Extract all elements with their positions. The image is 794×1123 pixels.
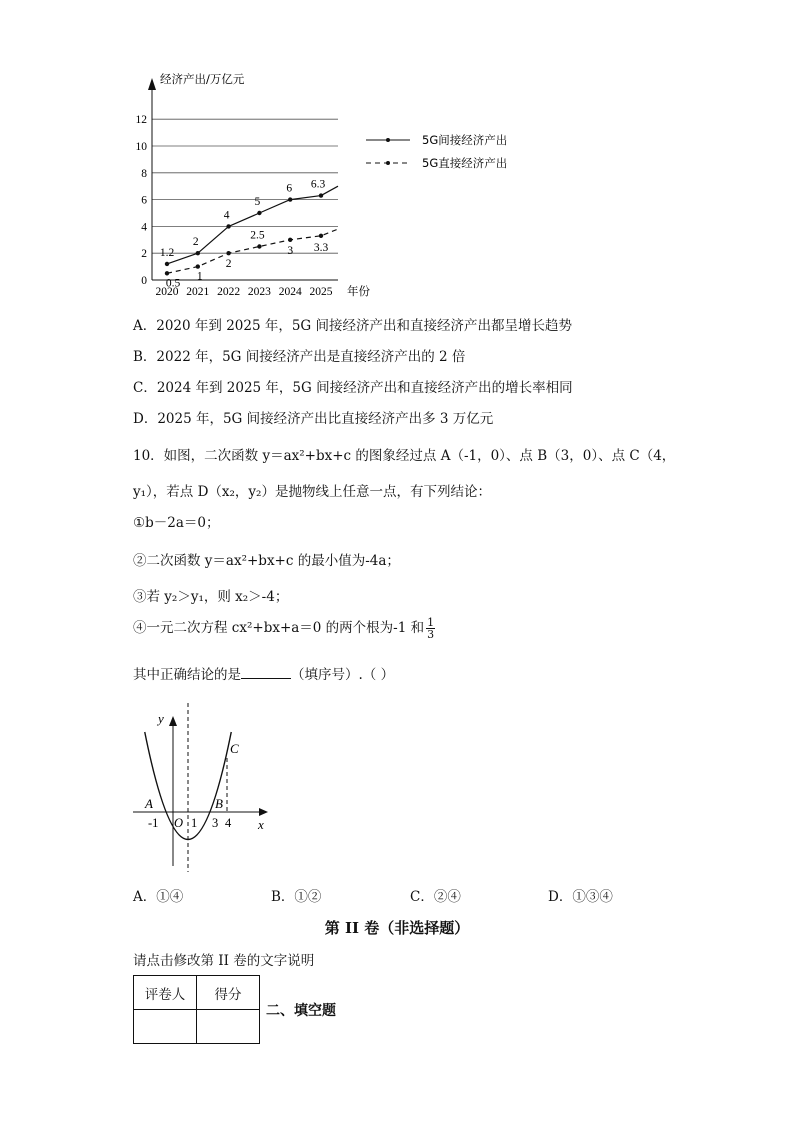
data-label: 3 bbox=[287, 244, 294, 257]
tick-3: 3 bbox=[212, 816, 219, 830]
score-table-cell-score bbox=[197, 1010, 260, 1044]
q10-conclusion-1: ①b－2a＝0； bbox=[133, 515, 220, 531]
q9-option-c: C．2024 年到 2025 年，5G 间接经济产出和直接经济产出的增长率相同 bbox=[133, 380, 573, 396]
q9-option-b: B．2022 年，5G 间接经济产出是直接经济产出的 2 倍 bbox=[133, 349, 466, 365]
data-label: 4 bbox=[223, 209, 230, 222]
y-axis-label: y bbox=[158, 711, 164, 726]
y-tick-label: 6 bbox=[141, 194, 147, 207]
q10-conclusion-4-text: ④一元二次方程 cx²+bx+a＝0 的两个根为-1 和 bbox=[133, 620, 425, 636]
origin-label: O bbox=[174, 816, 184, 830]
score-table-header-grader: 评卷人 bbox=[134, 976, 197, 1010]
chart-y-label: 经济产出/万亿元 bbox=[160, 72, 245, 86]
data-label: 5 bbox=[254, 196, 261, 208]
part-heading: 二、填空题 bbox=[266, 1003, 336, 1019]
q10-choice-a: A．①④ bbox=[133, 889, 184, 905]
data-label: 2 bbox=[225, 258, 232, 271]
section-title: 第 II 卷（非选择题） bbox=[324, 919, 470, 937]
data-label: 6.3 bbox=[310, 178, 326, 191]
q10-stem-line2: y₁），若点 D（x₂，y₂）是抛物线上任意一点，有下列结论： bbox=[133, 484, 491, 500]
q9-option-a: A．2020 年到 2025 年，5G 间接经济产出和直接经济产出都呈增长趋势 bbox=[133, 318, 572, 334]
q10-conclusion-3: ③若 y₂＞y₁，则 x₂＞-4； bbox=[133, 589, 289, 605]
point-b-label: B bbox=[215, 796, 223, 811]
x-tick-label: 2020 bbox=[155, 286, 179, 298]
x-tick-label: 2022 bbox=[217, 286, 241, 298]
x-tick-label: 2021 bbox=[186, 286, 210, 298]
point-a-label: A bbox=[145, 796, 153, 811]
fraction-one-third: $\frac{1}{3}$ bbox=[427, 616, 435, 641]
q10-choice-c: C．②④ bbox=[410, 889, 461, 905]
q9-option-d: D．2025 年，5G 间接经济产出比直接经济产出多 3 万亿元 bbox=[133, 411, 494, 427]
y-tick-label: 10 bbox=[135, 141, 147, 153]
q10-stem-line1: 10．如图，二次函数 y＝ax²+bx+c 的图象经过点 A（-1，0）、点 B（3，0）、点 C（4， bbox=[133, 448, 676, 464]
q10-choice-d: D．①③④ bbox=[548, 889, 613, 905]
chart-x-label: 年份 bbox=[347, 284, 370, 298]
data-label: 2 bbox=[192, 236, 199, 249]
tick-4: 4 bbox=[225, 816, 232, 830]
q10-question-pre: 其中正确结论的是 bbox=[133, 667, 241, 683]
data-label: 0.5 bbox=[165, 277, 181, 290]
legend-indirect-label: 5G间接经济产出 bbox=[422, 133, 508, 147]
q10-choice-b: B．①② bbox=[271, 889, 322, 905]
x-tick-label: 2024 bbox=[278, 286, 302, 298]
q10-question-post: （填序号）.（ ） bbox=[291, 667, 395, 683]
section-note[interactable]: 请点击修改第 II 卷的文字说明 bbox=[133, 953, 315, 969]
x-axis-label: x bbox=[258, 817, 264, 832]
y-tick-label: 0 bbox=[141, 275, 147, 287]
tick-minus-1: -1 bbox=[148, 816, 159, 830]
y-tick-label: 4 bbox=[141, 221, 147, 234]
data-label: 2.5 bbox=[250, 229, 265, 242]
data-label: 1.2 bbox=[159, 246, 175, 259]
score-table-cell-grader bbox=[134, 1010, 197, 1044]
x-tick-label: 2025 bbox=[309, 286, 333, 298]
y-tick-label: 2 bbox=[141, 248, 147, 261]
x-axis-arrow bbox=[259, 808, 268, 816]
score-table bbox=[133, 975, 260, 1044]
y-tick-label: 12 bbox=[135, 114, 147, 127]
data-label: 1 bbox=[196, 270, 203, 283]
data-label: 3.3 bbox=[313, 241, 329, 254]
y-axis-arrow bbox=[169, 716, 177, 726]
q10-conclusion-2: ②二次函数 y＝ax²+bx+c 的最小值为-4a； bbox=[133, 553, 400, 569]
legend-direct-label: 5G直接经济产出 bbox=[422, 156, 508, 170]
data-label: 6 bbox=[286, 182, 293, 195]
point-c-label: C bbox=[230, 741, 239, 756]
tick-1: 1 bbox=[191, 816, 198, 830]
y-tick-label: 8 bbox=[141, 167, 147, 180]
x-tick-label: 2023 bbox=[247, 286, 271, 298]
score-table-header-score: 得分 bbox=[197, 976, 260, 1010]
